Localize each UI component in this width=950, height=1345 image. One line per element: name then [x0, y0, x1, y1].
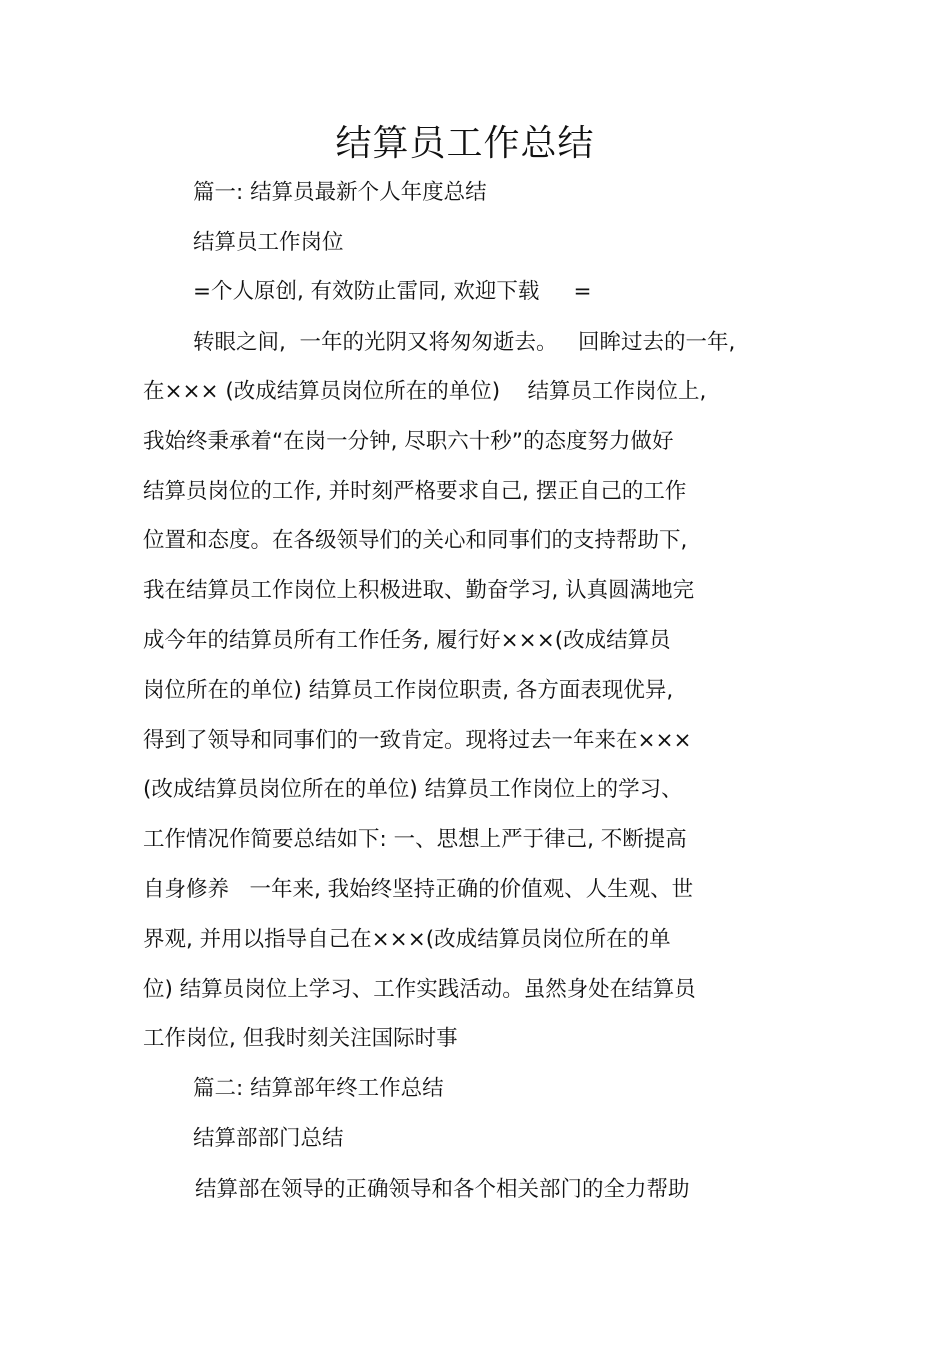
section-heading: 篇一: 结算员最新个人年度总结 [193, 180, 487, 205]
paragraph-line: (改成结算员岗位所在的单位) 结算员工作岗位上的学习、 [143, 777, 683, 802]
paragraph-line: 结算员岗位的工作, 并时刻严格要求自己, 摆正自己的工作 [143, 479, 687, 504]
paragraph-line: 界观, 并用以指导自己在×××(改成结算员岗位所在的单 [143, 927, 671, 952]
paragraph-line: 结算部在领导的正确领导和各个相关部门的全力帮助 [195, 1177, 690, 1202]
paragraph-line: 得到了领导和同事们的一致肯定。现将过去一年来在××× [143, 728, 692, 753]
paragraph-line: 在××× (改成结算员岗位所在的单位) 结算员工作岗位上, [143, 379, 707, 404]
paragraph-line: 位置和态度。在各级领导们的关心和同事们的支持帮助下, [143, 528, 688, 553]
paragraph-line: 成今年的结算员所有工作任务, 履行好×××(改成结算员 [143, 628, 671, 653]
paragraph-line: 岗位所在的单位) 结算员工作岗位职责, 各方面表现优异, [143, 678, 674, 703]
paragraph-line: 转眼之间, 一年的光阴又将匆匆逝去。 回眸过去的一年, [193, 330, 736, 355]
document-title: 结算员工作总结 [335, 123, 595, 164]
paragraph-line: 自身修养 一年来, 我始终坚持正确的价值观、人生观、世 [143, 877, 694, 902]
paragraph-line: 我在结算员工作岗位上积极进取、勤奋学习, 认真圆满地完 [143, 578, 695, 603]
section-subheading: 结算部部门总结 [193, 1126, 344, 1151]
paragraph-line: 工作情况作简要总结如下: 一、思想上严于律己, 不断提高 [143, 827, 687, 852]
section-heading: 篇二: 结算部年终工作总结 [193, 1076, 444, 1101]
notice-line: =个人原创, 有效防止雷同, 欢迎下载 = [193, 279, 592, 304]
paragraph-line: 工作岗位, 但我时刻关注国际时事 [143, 1026, 458, 1051]
paragraph-line: 位) 结算员岗位上学习、工作实践活动。虽然身处在结算员 [143, 977, 696, 1002]
section-subheading: 结算员工作岗位 [193, 230, 344, 255]
paragraph-line: 我始终秉承着“在岗一分钟, 尽职六十秒”的态度努力做好 [143, 429, 674, 454]
